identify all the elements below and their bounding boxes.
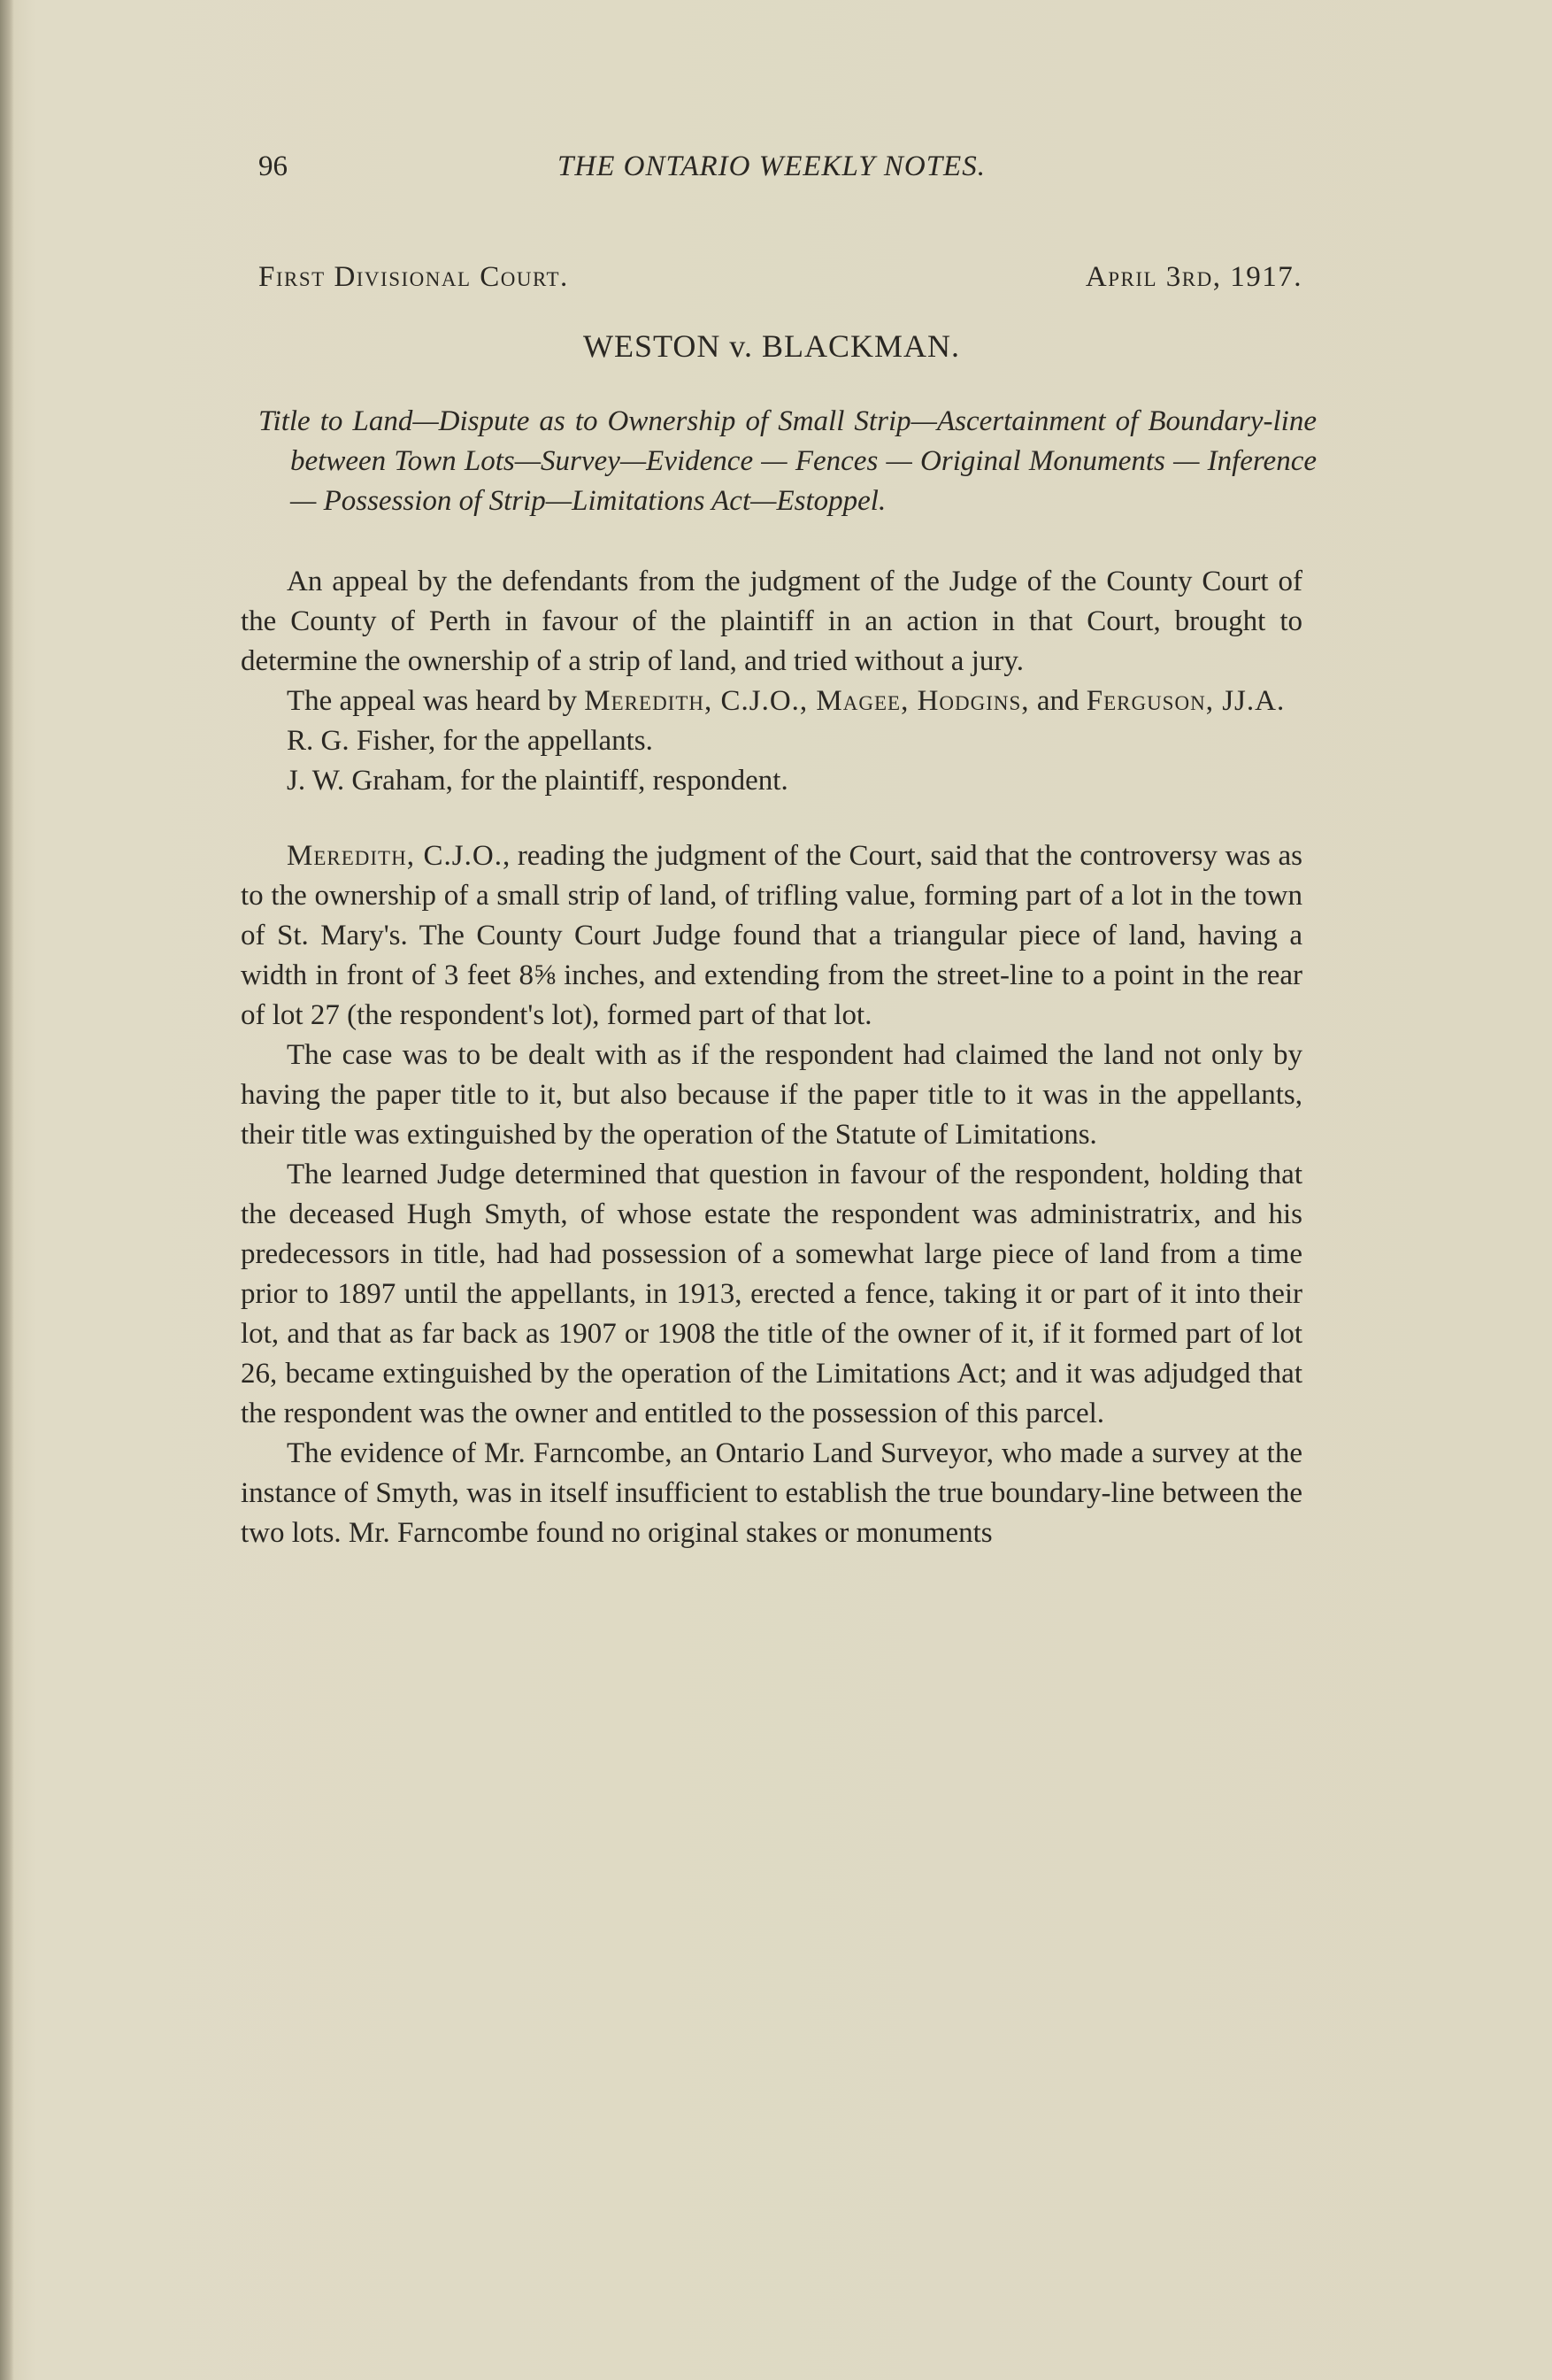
- heard-by-prefix: The appeal was heard by: [287, 685, 585, 717]
- judges-list: Meredith, C.J.O., Magee, Hodgins,: [584, 685, 1030, 717]
- judgment-paragraph-4: The evidence of Mr. Farncombe, an Ontario Land Surveyor, who made a survey at the instance of Smyth, was in itself insufficient to establish the true boundary-line between the two lots. Mr. Farncombe found no original stakes or monuments: [241, 1437, 1302, 1549]
- case-title: WESTON v. BLACKMAN.: [582, 328, 960, 364]
- counsel-appellants: R. G. Fisher, for the appellants.: [287, 725, 653, 757]
- journal-title: THE ONTARIO WEEKLY NOTES.: [557, 150, 986, 182]
- page-number: 96: [258, 150, 288, 182]
- appeal-paragraph: An appeal by the defendants from the judgment of the Judge of the County Court of the County of Perth in favour of the plaintiff in an action in that Court, brought to determine the ownership of a strip of land, and tried without a jury.: [241, 566, 1302, 677]
- court-line: [241, 261, 1302, 294]
- judgment-paragraph-1-text: , reading the judgment of the Court, said that the controversy was as to the ownership of a small strip of land, of trifling value, forming part of a lot in the town of St. Mary's. The County Court Judge found that a triangular piece of land, having a width in front of 3 feet 8⅝ inches, and extending from the street-line to a point in the rear of lot 27 (the respondent's lot), formed part of that lot.: [241, 840, 1302, 1031]
- counsel-respondent: J. W. Graham, for the plaintiff, respondent.: [287, 765, 788, 797]
- decision-date: April 3rd, 1917.: [1085, 261, 1302, 293]
- judge-name: Meredith, C.J.O.: [287, 840, 503, 872]
- judgment-paragraph-3: The learned Judge determined that question in favour of the respondent, holding that the deceased Hugh Smyth, of whose estate the respondent was administratrix, and his predecessors in title, had had possession of a somewhat large piece of land from a time prior to 1897 until the appellants, in 1913, erected a fence, taking it or part of it into their lot, and that as far back as 1907 or 1908 the title of the owner of it, if it formed part of lot 26, became extinguished by the operation of the Limitations Act; and it was adjudged that the respondent was the owner and entitled to the possession of this parcel.: [241, 1159, 1302, 1429]
- running-head: [241, 150, 1302, 195]
- and-word: and: [1029, 685, 1087, 717]
- court-name: First Divisional Court.: [258, 261, 569, 293]
- text-block: [241, 150, 1317, 1553]
- headnote: Title to Land—Dispute as to Ownership of Small Strip—Ascertainment of Boundary-line between Town Lots—Survey—Evidence — Fences — Original Monuments — Inference — Possession of Strip—Limitations Act—Estoppel.: [258, 405, 1317, 517]
- last-judge: Ferguson, JJ.A.: [1086, 685, 1286, 717]
- judgment-paragraph-1: [241, 836, 1302, 1036]
- book-spine-shadow: [0, 0, 14, 2380]
- heard-by-line: [241, 682, 1302, 721]
- judgment-paragraph-2: The case was to be dealt with as if the respondent had claimed the land not only by having the paper title to it, but also because if the paper title to it was in the appellants, their title was extinguished by the operation of the Statute of Limitations.: [241, 1039, 1302, 1151]
